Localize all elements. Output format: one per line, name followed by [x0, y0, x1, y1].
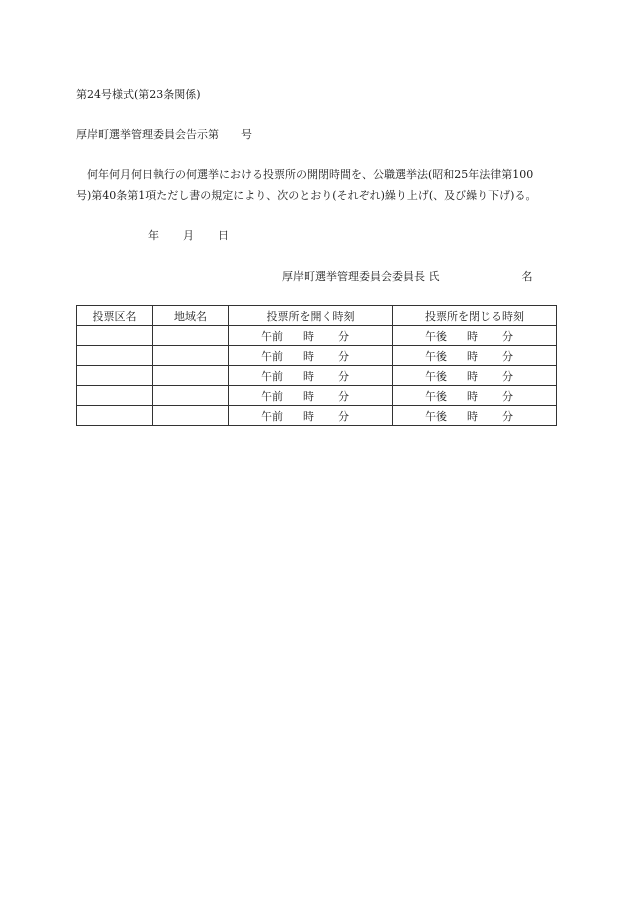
cell-close-time[interactable] — [393, 326, 557, 346]
cell-district[interactable] — [77, 366, 153, 386]
open-minute-unit: 分 — [338, 409, 349, 423]
notice-title: 厚岸町選挙管理委員会告示第 — [76, 128, 219, 141]
header-close-time: 投票所を閉じる時刻 — [393, 306, 557, 326]
open-period: 午前 — [261, 369, 283, 383]
cell-open-time[interactable] — [229, 326, 393, 346]
table-body — [77, 326, 557, 426]
close-period: 午後 — [425, 329, 447, 343]
cell-district[interactable] — [77, 406, 153, 426]
close-hour-unit: 時 — [467, 409, 478, 423]
cell-area[interactable] — [153, 366, 229, 386]
table-row — [77, 326, 557, 346]
cell-district[interactable] — [77, 346, 153, 366]
table-row — [77, 366, 557, 386]
table-row — [77, 406, 557, 426]
open-minute-unit: 分 — [338, 389, 349, 403]
open-hour-unit: 時 — [303, 349, 314, 363]
close-hour-unit: 時 — [467, 369, 478, 383]
open-period: 午前 — [261, 409, 283, 423]
cell-area[interactable] — [153, 386, 229, 406]
cell-district[interactable] — [77, 326, 153, 346]
open-period: 午前 — [261, 349, 283, 363]
notice-body — [76, 164, 560, 206]
form-number: 第24号様式(第23条関係) — [76, 88, 201, 101]
close-period: 午後 — [425, 349, 447, 363]
cell-open-time[interactable] — [229, 406, 393, 426]
cell-area[interactable] — [153, 406, 229, 426]
open-hour-unit: 時 — [303, 329, 314, 343]
close-hour-unit: 時 — [467, 349, 478, 363]
close-hour-unit: 時 — [467, 389, 478, 403]
notice-number-suffix: 号 — [241, 128, 252, 141]
cell-area[interactable] — [153, 326, 229, 346]
date-line — [148, 227, 229, 243]
close-minute-unit: 分 — [502, 369, 513, 383]
open-minute-unit: 分 — [338, 329, 349, 343]
cell-open-time[interactable] — [229, 346, 393, 366]
cell-close-time[interactable] — [393, 406, 557, 426]
cell-area[interactable] — [153, 346, 229, 366]
polling-hours-table — [76, 305, 557, 426]
close-period: 午後 — [425, 389, 447, 403]
signatory-name-suffix: 名 — [521, 270, 533, 283]
open-period: 午前 — [261, 329, 283, 343]
open-hour-unit: 時 — [303, 369, 314, 383]
table-header-row — [77, 306, 557, 326]
open-hour-unit: 時 — [303, 409, 314, 423]
open-minute-unit: 分 — [338, 369, 349, 383]
close-minute-unit: 分 — [502, 409, 513, 423]
close-hour-unit: 時 — [467, 329, 478, 343]
close-period: 午後 — [425, 409, 447, 423]
date-month: 月 — [183, 229, 194, 242]
close-minute-unit: 分 — [502, 349, 513, 363]
cell-open-time[interactable] — [229, 386, 393, 406]
cell-close-time[interactable] — [393, 346, 557, 366]
body-line-1: 何年何月何日執行の何選挙における投票所の開閉時間を、公職選挙法(昭和25年法律第100 — [87, 168, 534, 181]
table-row — [77, 386, 557, 406]
date-day: 日 — [218, 229, 229, 242]
body-line-2: 号)第40条第1項ただし書の規定により、次のとおり(それぞれ)繰り上げ(、及び繰り下げ)る。 — [76, 189, 537, 202]
open-hour-unit: 時 — [303, 389, 314, 403]
date-year: 年 — [148, 229, 159, 242]
cell-close-time[interactable] — [393, 366, 557, 386]
cell-district[interactable] — [77, 386, 153, 406]
table-row — [77, 346, 557, 366]
open-minute-unit: 分 — [338, 349, 349, 363]
notice-number-line — [76, 126, 252, 142]
open-period: 午前 — [261, 389, 283, 403]
header-open-time: 投票所を開く時刻 — [229, 306, 393, 326]
signatory-title: 厚岸町選挙管理委員会委員長 氏 — [282, 270, 440, 283]
close-minute-unit: 分 — [502, 329, 513, 343]
cell-open-time[interactable] — [229, 366, 393, 386]
header-area: 地域名 — [153, 306, 229, 326]
header-district: 投票区名 — [77, 306, 153, 326]
close-period: 午後 — [425, 369, 447, 383]
signature-line — [282, 268, 533, 284]
close-minute-unit: 分 — [502, 389, 513, 403]
cell-close-time[interactable] — [393, 386, 557, 406]
